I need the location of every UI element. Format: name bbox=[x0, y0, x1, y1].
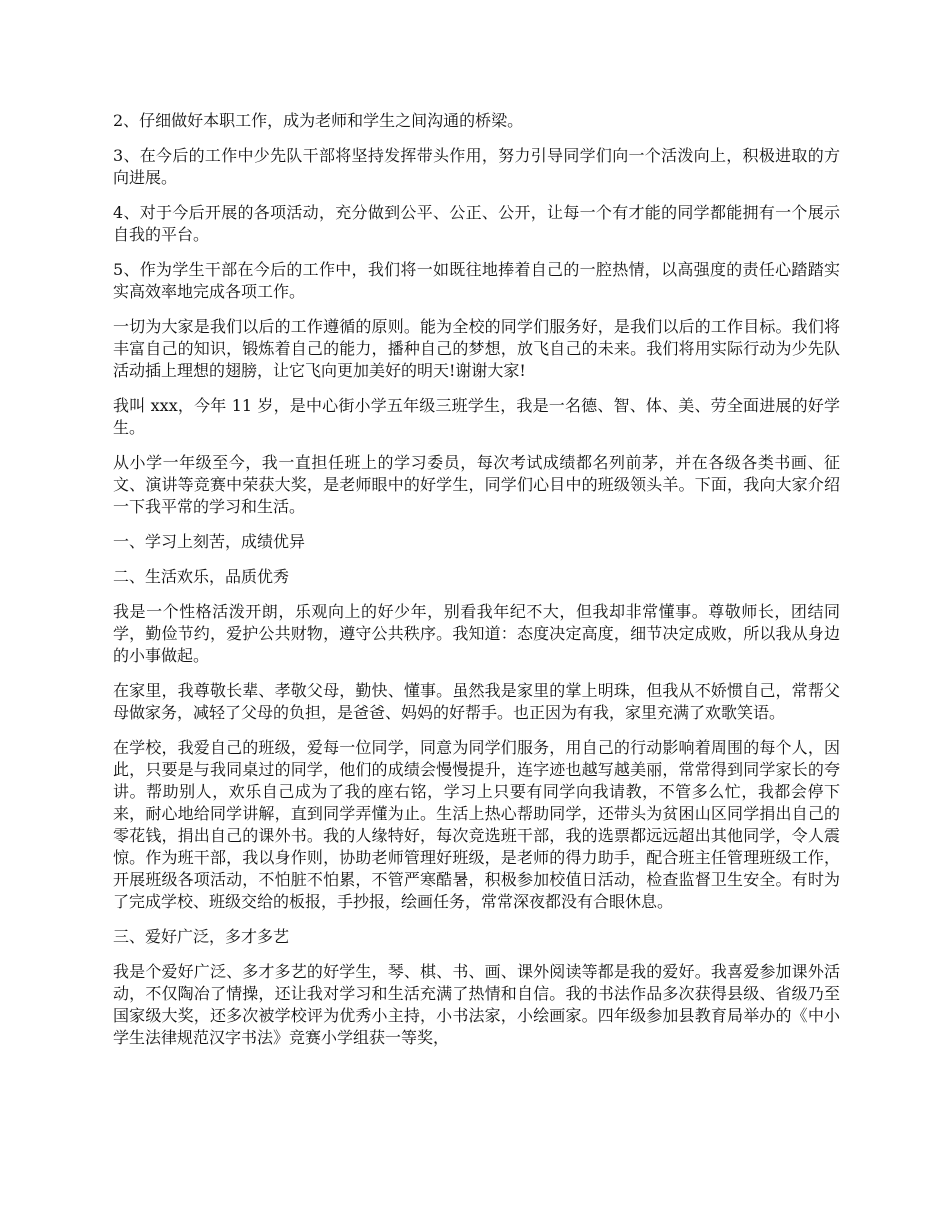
paragraph-self-intro: 我叫 xxx，今年 11 岁，是中心街小学五年级三班学生，我是一名德、智、体、美、劳全面进展的好学生。 bbox=[113, 396, 840, 437]
paragraph-hobbies: 我是个爱好广泛、多才多艺的好学生，琴、棋、书、画、课外阅读等都是我的爱好。我喜爱参加课外活动，不仅陶冶了情操，还让我对学习和生活充满了热情和自信。我的书法作品多次获得县级、省级乃至国家级大奖，还多次被学校评为优秀小主持，小书法家，小绘画家。四年级参加县教育局举办的《中小学生法律规范汉字书法》竞赛小学组获一等奖， bbox=[113, 962, 840, 1047]
document-page bbox=[113, 110, 840, 1062]
paragraph-item-4: 4、对于今后开展的各项活动，充分做到公平、公正、公开，让每一个有才能的同学都能拥有一个展示自我的平台。 bbox=[113, 203, 840, 244]
paragraph-principle: 一切为大家是我们以后的工作遵循的原则。能为全校的同学们服务好，是我们以后的工作目标。我们将丰富自己的知识，锻炼着自己的能力，播种自己的梦想，放飞自己的未来。我们将用实际行动为少先队活动插上理想的翅膀，让它飞向更加美好的明天!谢谢大家! bbox=[113, 317, 840, 380]
section-heading-study: 一、学习上刻苦，成绩优异 bbox=[113, 532, 306, 551]
paragraph-at-home: 在家里，我尊敬长辈、孝敬父母，勤快、懂事。虽然我是家里的掌上明珠，但我从不娇惯自己，常帮父母做家务，减轻了父母的负担，是爸爸、妈妈的好帮手。也正因为有我，家里充满了欢歌笑语。 bbox=[113, 681, 840, 722]
paragraph-study-committee: 从小学一年级至今，我一直担任班上的学习委员，每次考试成绩都名列前茅，并在各级各类书画、征文、演讲等竞赛中荣获大奖，是老师眼中的好学生，同学们心目中的班级领头羊。下面，我向大家介绍一下我平常的学习和生活。 bbox=[113, 453, 840, 516]
paragraph-item-3: 3、在今后的工作中少先队干部将坚持发挥带头作用，努力引导同学们向一个活泼向上，积极进取的方向进展。 bbox=[113, 146, 840, 187]
section-heading-hobbies: 三、爱好广泛，多才多艺 bbox=[113, 927, 290, 946]
paragraph-at-school: 在学校，我爱自己的班级，爱每一位同学，同意为同学们服务，用自己的行动影响着周围的每个人，因此，只要是与我同桌过的同学，他们的成绩会慢慢提升，连字迹也越写越美丽，常常得到同学家长的夸讲。帮助别人，欢乐自己成为了我的座右铭，学习上只要有同学向我请教，不管多么忙，我都会停下来，耐心地给同学讲解，直到同学弄懂为止。生活上热心帮助同学，还带头为贫困山区同学捐出自己的零花钱，捐出自己的课外书。我的人缘特好，每次竞选班干部，我的选票都远远超出其他同学，令人震惊。作为班干部，我以身作则，协助老师管理好班级，是老师的得力助手，配合班主任管理班级工作，开展班级各项活动，不怕脏不怕累，不管严寒酷暑，积极参加校值日活动，检查监督卫生安全。有时为了完成学校、班级交给的板报，手抄报，绘画任务，常常深夜都没有合眼休息。 bbox=[113, 738, 840, 911]
paragraph-item-2: 2、仔细做好本职工作，成为老师和学生之间沟通的桥梁。 bbox=[113, 111, 524, 130]
paragraph-personality: 我是一个性格活泼开朗，乐观向上的好少年，别看我年纪不大，但我却非常懂事。尊敬师长，团结同学，勤俭节约，爱护公共财物，遵守公共秩序。我知道：态度决定高度，细节决定成败，所以我从身边的小事做起。 bbox=[113, 602, 840, 665]
section-heading-life: 二、生活欢乐，品质优秀 bbox=[113, 567, 290, 586]
paragraph-item-5: 5、作为学生干部在今后的工作中，我们将一如既往地捧着自己的一腔热情，以高强度的责任心踏踏实实高效率地完成各项工作。 bbox=[113, 260, 840, 301]
